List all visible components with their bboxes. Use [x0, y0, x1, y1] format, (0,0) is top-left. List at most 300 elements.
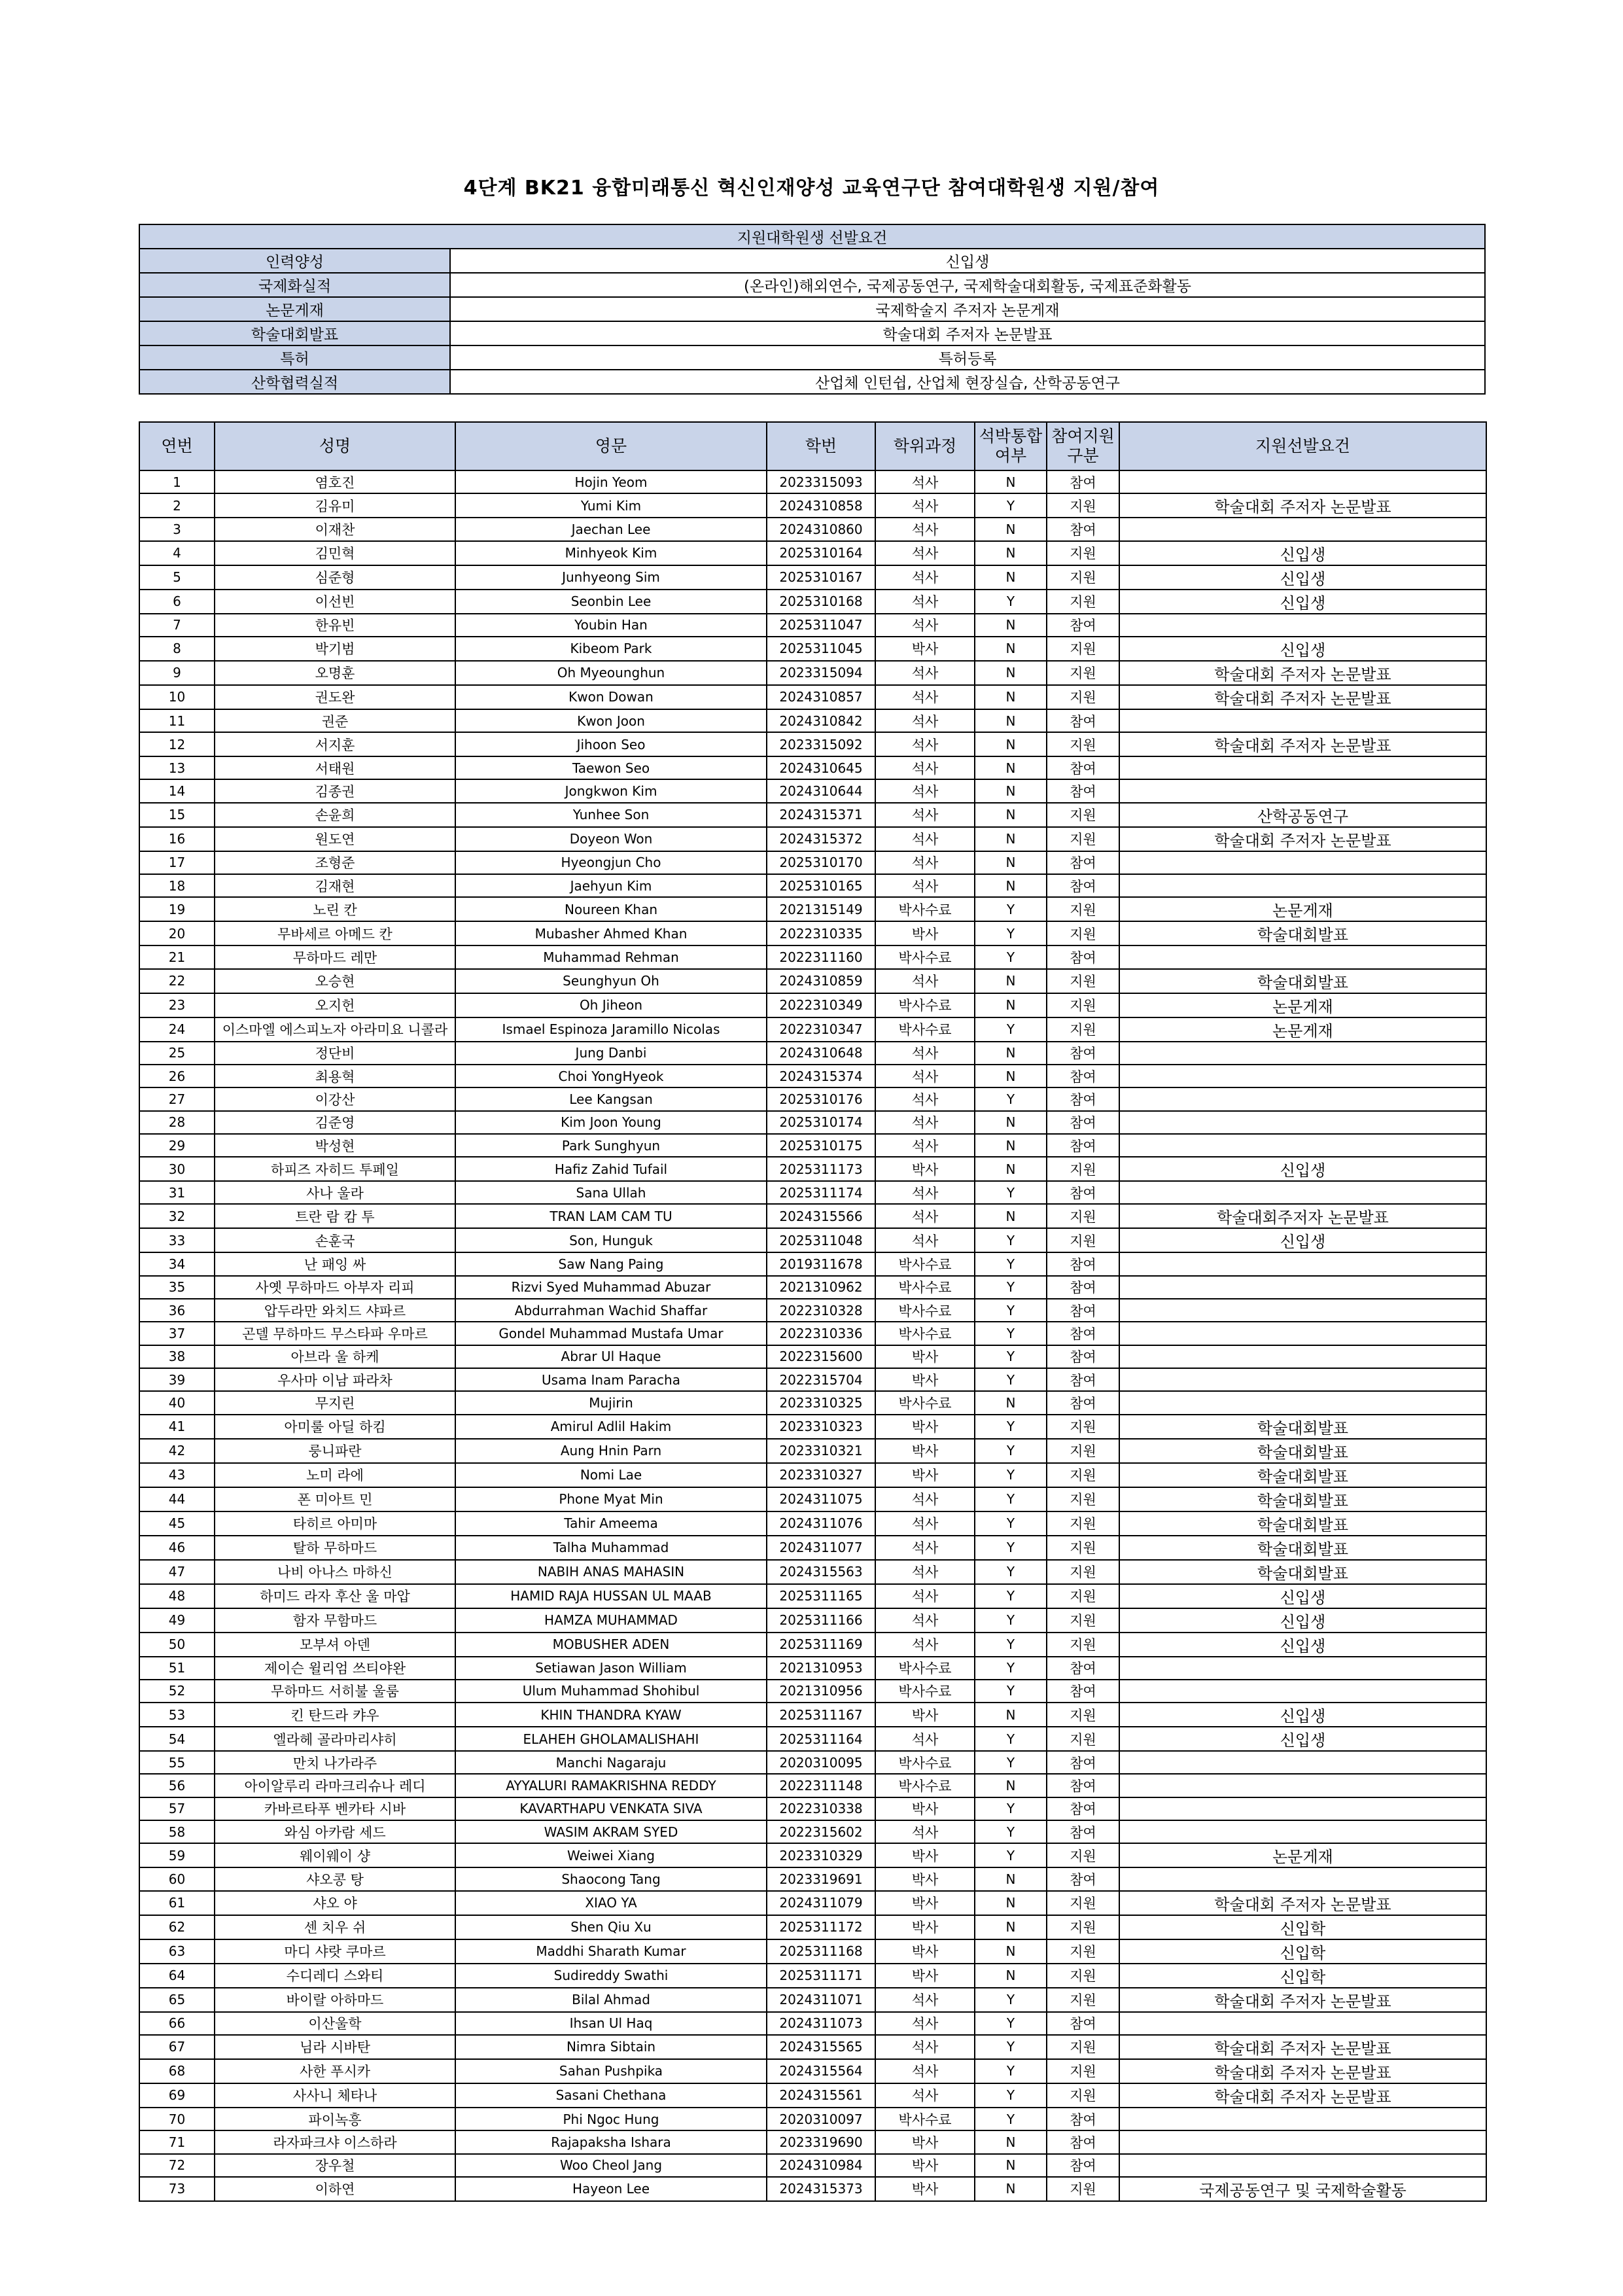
integrated-program: N: [975, 1964, 1047, 1988]
row-number: 47: [139, 1560, 215, 1584]
korean-name: 손훈국: [215, 1228, 455, 1252]
degree-program: 석사: [875, 493, 975, 518]
student-id: 2024311073: [767, 2012, 875, 2035]
selection-requirement: 신입생: [1119, 1727, 1486, 1751]
table-row: [139, 874, 1486, 897]
degree-program: 박사: [875, 1368, 975, 1391]
selection-requirement: 학술대회발표: [1119, 1463, 1486, 1487]
integrated-program: N: [975, 685, 1047, 709]
english-name: Aung Hnin Parn: [455, 1439, 767, 1463]
selection-requirement: [1119, 2154, 1486, 2177]
column-header: 석박통합 여부: [975, 422, 1047, 470]
table-row: [139, 921, 1486, 945]
participation-type: 참여: [1047, 1751, 1119, 1774]
english-name: Abrar Ul Haque: [455, 1345, 767, 1368]
row-number: 61: [139, 1891, 215, 1915]
degree-program: 석사: [875, 2083, 975, 2108]
english-name: Junhyeong Sim: [455, 565, 767, 590]
integrated-program: Y: [975, 1322, 1047, 1345]
integrated-program: N: [975, 756, 1047, 779]
integrated-program: N: [975, 614, 1047, 637]
row-number: 68: [139, 2059, 215, 2083]
korean-name: 손윤희: [215, 803, 455, 827]
participation-type: 참여: [1047, 1299, 1119, 1322]
integrated-program: Y: [975, 2108, 1047, 2130]
row-number: 54: [139, 1727, 215, 1751]
row-number: 73: [139, 2177, 215, 2201]
english-name: Lee Kangsan: [455, 1087, 767, 1110]
selection-requirement: [1119, 1276, 1486, 1299]
english-name: Seonbin Lee: [455, 590, 767, 614]
student-id: 2022310336: [767, 1322, 875, 1345]
requirement-value: 학술대회 주저자 논문발표: [450, 321, 1485, 345]
student-id: 2022315600: [767, 1345, 875, 1368]
selection-requirement: 학술대회 주저자 논문발표: [1119, 2035, 1486, 2059]
row-number: 55: [139, 1751, 215, 1774]
participation-type: 지원: [1047, 1939, 1119, 1964]
integrated-program: N: [975, 1157, 1047, 1181]
english-name: Jongkwon Kim: [455, 779, 767, 802]
degree-program: 석사: [875, 1608, 975, 1633]
participation-type: 지원: [1047, 827, 1119, 851]
korean-name: 사옛 무하마드 아부자 리피: [215, 1276, 455, 1299]
selection-requirement: 신입생: [1119, 1608, 1486, 1633]
row-number: 18: [139, 874, 215, 897]
degree-program: 석사: [875, 1727, 975, 1751]
korean-name: 노미 라에: [215, 1463, 455, 1487]
student-id: 2025311169: [767, 1633, 875, 1657]
selection-requirement: [1119, 1042, 1486, 1065]
korean-name: 박성현: [215, 1134, 455, 1157]
korean-name: 샤오 야: [215, 1891, 455, 1915]
table-row: [139, 756, 1486, 779]
table-row: [139, 637, 1486, 661]
degree-program: 석사: [875, 1487, 975, 1511]
korean-name: 이선빈: [215, 590, 455, 614]
table-row: [139, 1536, 1486, 1560]
student-id: 2021310953: [767, 1657, 875, 1680]
integrated-program: Y: [975, 1843, 1047, 1867]
row-number: 20: [139, 921, 215, 945]
row-number: 28: [139, 1111, 215, 1134]
table-row: [139, 1391, 1486, 1414]
integrated-program: Y: [975, 1511, 1047, 1536]
integrated-program: N: [975, 541, 1047, 565]
table-row: [139, 2154, 1486, 2177]
student-id: 2025311165: [767, 1584, 875, 1608]
degree-program: 박사: [875, 1415, 975, 1439]
student-id: 2024311077: [767, 1536, 875, 1560]
student-id: 2021315149: [767, 897, 875, 921]
degree-program: 석사: [875, 1633, 975, 1657]
integrated-program: Y: [975, 2059, 1047, 2083]
korean-name: 바이랄 아하마드: [215, 1988, 455, 2012]
integrated-program: N: [975, 1065, 1047, 1087]
table-row: [139, 590, 1486, 614]
english-name: KAVARTHAPU VENKATA SIVA: [455, 1797, 767, 1820]
korean-name: 나비 아나스 마하신: [215, 1560, 455, 1584]
student-id: 2024315371: [767, 803, 875, 827]
student-id: 2024315566: [767, 1204, 875, 1228]
row-number: 3: [139, 518, 215, 540]
table-row: [139, 827, 1486, 851]
row-number: 42: [139, 1439, 215, 1463]
integrated-program: Y: [975, 1299, 1047, 1322]
korean-name: 이재찬: [215, 518, 455, 540]
participation-type: 참여: [1047, 1368, 1119, 1391]
requirement-value: (온라인)해외연수, 국제공동연구, 국제학술대회활동, 국제표준화활동: [450, 273, 1485, 297]
selection-requirement: [1119, 1111, 1486, 1134]
student-id: 2023319690: [767, 2130, 875, 2153]
row-number: 43: [139, 1463, 215, 1487]
table-row: [139, 1111, 1486, 1134]
student-id: 2024310842: [767, 709, 875, 732]
selection-requirement: 학술대회발표: [1119, 1487, 1486, 1511]
student-id: 2024310984: [767, 2154, 875, 2177]
korean-name: 권도완: [215, 685, 455, 709]
selection-requirement: [1119, 1391, 1486, 1414]
selection-requirement: 신입생: [1119, 565, 1486, 590]
student-id: 2024311075: [767, 1487, 875, 1511]
korean-name: 이강산: [215, 1087, 455, 1110]
integrated-program: Y: [975, 2035, 1047, 2059]
participation-type: 참여: [1047, 874, 1119, 897]
participation-type: 참여: [1047, 1252, 1119, 1275]
student-id: 2020310095: [767, 1751, 875, 1774]
degree-program: 석사: [875, 518, 975, 540]
degree-program: 석사: [875, 1065, 975, 1087]
table-row: [139, 1087, 1486, 1110]
student-id: 2025311172: [767, 1915, 875, 1939]
degree-program: 석사: [875, 827, 975, 851]
student-id: 2023310327: [767, 1463, 875, 1487]
requirement-label: 논문게재: [139, 297, 450, 321]
row-number: 15: [139, 803, 215, 827]
selection-requirement: 신입생: [1119, 1633, 1486, 1657]
degree-program: 석사: [875, 590, 975, 614]
participation-type: 참여: [1047, 1774, 1119, 1797]
participation-type: 지원: [1047, 1017, 1119, 1042]
row-number: 36: [139, 1299, 215, 1322]
degree-program: 박사수료: [875, 1391, 975, 1414]
participation-type: 참여: [1047, 1820, 1119, 1843]
row-number: 22: [139, 969, 215, 993]
student-id: 2022310328: [767, 1299, 875, 1322]
selection-requirement: [1119, 1774, 1486, 1797]
korean-name: 사사니 체타나: [215, 2083, 455, 2108]
integrated-program: Y: [975, 1727, 1047, 1751]
participation-type: 지원: [1047, 1891, 1119, 1915]
english-name: Sasani Chethana: [455, 2083, 767, 2108]
selection-requirement: 신입생: [1119, 541, 1486, 565]
korean-name: 서지훈: [215, 732, 455, 756]
table-row: [139, 1774, 1486, 1797]
degree-program: 석사: [875, 1584, 975, 1608]
row-number: 58: [139, 1820, 215, 1843]
english-name: TRAN LAM CAM TU: [455, 1204, 767, 1228]
degree-program: 석사: [875, 1560, 975, 1584]
integrated-program: N: [975, 1867, 1047, 1890]
english-name: MOBUSHER ADEN: [455, 1633, 767, 1657]
integrated-program: N: [975, 1703, 1047, 1727]
row-number: 51: [139, 1657, 215, 1680]
integrated-program: N: [975, 2154, 1047, 2177]
korean-name: 사한 푸시카: [215, 2059, 455, 2083]
participation-type: 지원: [1047, 993, 1119, 1017]
korean-name: 이산울학: [215, 2012, 455, 2035]
english-name: Oh Jiheon: [455, 993, 767, 1017]
integrated-program: Y: [975, 1584, 1047, 1608]
table-row: [139, 1276, 1486, 1299]
participation-type: 참여: [1047, 1065, 1119, 1087]
selection-requirement: 신입생: [1119, 1157, 1486, 1181]
integrated-program: Y: [975, 1228, 1047, 1252]
english-name: Choi YongHyeok: [455, 1065, 767, 1087]
student-id: 2024310648: [767, 1042, 875, 1065]
english-name: Doyeon Won: [455, 827, 767, 851]
selection-requirement: 학술대회 주저자 논문발표: [1119, 2083, 1486, 2108]
degree-program: 박사: [875, 921, 975, 945]
korean-name: 최용혁: [215, 1065, 455, 1087]
selection-requirement: [1119, 1368, 1486, 1391]
integrated-program: Y: [975, 1820, 1047, 1843]
participation-type: 참여: [1047, 1797, 1119, 1820]
degree-program: 석사: [875, 1536, 975, 1560]
english-name: Noureen Khan: [455, 897, 767, 921]
korean-name: 김유미: [215, 493, 455, 518]
student-id: 2025311167: [767, 1703, 875, 1727]
selection-requirement: [1119, 2108, 1486, 2130]
english-name: Son, Hunguk: [455, 1228, 767, 1252]
english-name: WASIM AKRAM SYED: [455, 1820, 767, 1843]
table-row: [139, 1657, 1486, 1680]
table-row: [139, 2108, 1486, 2130]
korean-name: 무바세르 아메드 칸: [215, 921, 455, 945]
table-header-row: [139, 422, 1486, 470]
participation-type: 참여: [1047, 1391, 1119, 1414]
row-number: 31: [139, 1181, 215, 1204]
selection-requirement: [1119, 1065, 1486, 1087]
korean-name: 함자 무함마드: [215, 1608, 455, 1633]
student-id: 2025311164: [767, 1727, 875, 1751]
integrated-program: Y: [975, 897, 1047, 921]
english-name: Nimra Sibtain: [455, 2035, 767, 2059]
korean-name: 노린 칸: [215, 897, 455, 921]
degree-program: 석사: [875, 969, 975, 993]
selection-requirement: 논문게재: [1119, 1017, 1486, 1042]
korean-name: 무하마드 레만: [215, 945, 455, 968]
selection-requirement: [1119, 1657, 1486, 1680]
english-name: Jihoon Seo: [455, 732, 767, 756]
requirement-label: 특허: [139, 345, 450, 370]
row-number: 65: [139, 1988, 215, 2012]
integrated-program: N: [975, 1891, 1047, 1915]
degree-program: 박사: [875, 637, 975, 661]
student-id: 2024315372: [767, 827, 875, 851]
student-id: 2022315704: [767, 1368, 875, 1391]
student-id: 2023315093: [767, 470, 875, 493]
table-row: [139, 1797, 1486, 1820]
english-name: Gondel Muhammad Mustafa Umar: [455, 1322, 767, 1345]
student-id: 2022311160: [767, 945, 875, 968]
selection-requirement: [1119, 709, 1486, 732]
english-name: Tahir Ameema: [455, 1511, 767, 1536]
student-id: 2024310858: [767, 493, 875, 518]
row-number: 21: [139, 945, 215, 968]
english-name: Shaocong Tang: [455, 1867, 767, 1890]
row-number: 9: [139, 661, 215, 685]
english-name: Hyeongjun Cho: [455, 851, 767, 874]
selection-requirement: 학술대회 주저자 논문발표: [1119, 2059, 1486, 2083]
degree-program: 석사: [875, 803, 975, 827]
student-id: 2024311079: [767, 1891, 875, 1915]
requirement-label: 인력양성: [139, 249, 450, 273]
table-row: [139, 565, 1486, 590]
english-name: Sahan Pushpika: [455, 2059, 767, 2083]
korean-name: 오승현: [215, 969, 455, 993]
selection-requirement: 논문게재: [1119, 1843, 1486, 1867]
table-row: [139, 2035, 1486, 2059]
english-name: Usama Inam Paracha: [455, 1368, 767, 1391]
english-name: Sudireddy Swathi: [455, 1964, 767, 1988]
student-id: 2023310329: [767, 1843, 875, 1867]
student-id: 2023310323: [767, 1415, 875, 1439]
table-row: [139, 1322, 1486, 1345]
degree-program: 박사: [875, 1843, 975, 1867]
integrated-program: Y: [975, 1415, 1047, 1439]
korean-name: 샤오콩 탕: [215, 1867, 455, 1890]
korean-name: 탈하 무하마드: [215, 1536, 455, 1560]
english-name: Rajapaksha Ishara: [455, 2130, 767, 2153]
participation-type: 지원: [1047, 1157, 1119, 1181]
selection-requirement: [1119, 1797, 1486, 1820]
integrated-program: Y: [975, 1680, 1047, 1703]
integrated-program: N: [975, 1915, 1047, 1939]
degree-program: 석사: [875, 851, 975, 874]
requirement-label: 학술대회발표: [139, 321, 450, 345]
row-number: 62: [139, 1915, 215, 1939]
degree-program: 석사: [875, 685, 975, 709]
korean-name: 라자파크샤 이스하라: [215, 2130, 455, 2153]
table-row: [139, 709, 1486, 732]
degree-program: 박사수료: [875, 1657, 975, 1680]
korean-name: 카바르타푸 벤카타 시바: [215, 1797, 455, 1820]
participation-type: 참여: [1047, 1276, 1119, 1299]
participation-type: 참여: [1047, 1042, 1119, 1065]
requirements-table: [139, 224, 1486, 395]
participation-type: 참여: [1047, 2130, 1119, 2153]
table-row: [139, 1820, 1486, 1843]
student-id: 2022310338: [767, 1797, 875, 1820]
english-name: Kibeom Park: [455, 637, 767, 661]
table-row: [139, 518, 1486, 540]
table-row: [139, 732, 1486, 756]
participation-type: 지원: [1047, 921, 1119, 945]
participation-type: 참여: [1047, 518, 1119, 540]
english-name: Shen Qiu Xu: [455, 1915, 767, 1939]
english-name: Ismael Espinoza Jaramillo Nicolas: [455, 1017, 767, 1042]
integrated-program: Y: [975, 1017, 1047, 1042]
selection-requirement: [1119, 1134, 1486, 1157]
selection-requirement: 신입학: [1119, 1915, 1486, 1939]
degree-program: 박사: [875, 1703, 975, 1727]
column-header: 지원선발요건: [1119, 422, 1486, 470]
selection-requirement: [1119, 614, 1486, 637]
row-number: 38: [139, 1345, 215, 1368]
row-number: 29: [139, 1134, 215, 1157]
selection-requirement: 학술대회발표: [1119, 1415, 1486, 1439]
selection-requirement: 학술대회발표: [1119, 921, 1486, 945]
student-id: 2023315092: [767, 732, 875, 756]
english-name: Ulum Muhammad Shohibul: [455, 1680, 767, 1703]
student-id: 2024315373: [767, 2177, 875, 2201]
table-row: [139, 2059, 1486, 2083]
integrated-program: N: [975, 851, 1047, 874]
english-name: Weiwei Xiang: [455, 1843, 767, 1867]
korean-name: 아브라 울 하케: [215, 1345, 455, 1368]
row-number: 19: [139, 897, 215, 921]
english-name: HAMZA MUHAMMAD: [455, 1608, 767, 1633]
selection-requirement: 학술대회주저자 논문발표: [1119, 1204, 1486, 1228]
student-id: 2024315563: [767, 1560, 875, 1584]
degree-program: 박사: [875, 2154, 975, 2177]
english-name: Jung Danbi: [455, 1042, 767, 1065]
degree-program: 박사수료: [875, 945, 975, 968]
requirement-row: [139, 297, 1485, 321]
english-name: Taewon Seo: [455, 756, 767, 779]
participation-type: 지원: [1047, 1439, 1119, 1463]
participation-type: 참여: [1047, 851, 1119, 874]
integrated-program: Y: [975, 1536, 1047, 1560]
english-name: Yumi Kim: [455, 493, 767, 518]
table-row: [139, 1415, 1486, 1439]
row-number: 70: [139, 2108, 215, 2130]
row-number: 2: [139, 493, 215, 518]
row-number: 17: [139, 851, 215, 874]
participation-type: 참여: [1047, 2012, 1119, 2035]
participation-type: 지원: [1047, 1608, 1119, 1633]
korean-name: 이스마엘 에스피노자 아라미요 니콜라: [215, 1017, 455, 1042]
requirement-row: [139, 345, 1485, 370]
degree-program: 석사: [875, 470, 975, 493]
selection-requirement: 학술대회 주저자 논문발표: [1119, 1891, 1486, 1915]
table-row: [139, 1843, 1486, 1867]
korean-name: 하피즈 자히드 투페일: [215, 1157, 455, 1181]
student-id: 2024310859: [767, 969, 875, 993]
integrated-program: N: [975, 993, 1047, 1017]
selection-requirement: 학술대회발표: [1119, 1511, 1486, 1536]
row-number: 14: [139, 779, 215, 802]
table-row: [139, 803, 1486, 827]
korean-name: 엘라헤 골라마리샤히: [215, 1727, 455, 1751]
english-name: Phi Ngoc Hung: [455, 2108, 767, 2130]
row-number: 53: [139, 1703, 215, 1727]
participation-type: 지원: [1047, 897, 1119, 921]
korean-name: 오지헌: [215, 993, 455, 1017]
selection-requirement: 학술대회 주저자 논문발표: [1119, 661, 1486, 685]
degree-program: 석사: [875, 874, 975, 897]
participation-type: 지원: [1047, 493, 1119, 518]
row-number: 67: [139, 2035, 215, 2059]
student-id: 2024315561: [767, 2083, 875, 2108]
english-name: ELAHEH GHOLAMALISHAHI: [455, 1727, 767, 1751]
degree-program: 석사: [875, 779, 975, 802]
row-number: 72: [139, 2154, 215, 2177]
table-row: [139, 1042, 1486, 1065]
participation-type: 지원: [1047, 1727, 1119, 1751]
participation-type: 지원: [1047, 2177, 1119, 2201]
table-row: [139, 1964, 1486, 1988]
